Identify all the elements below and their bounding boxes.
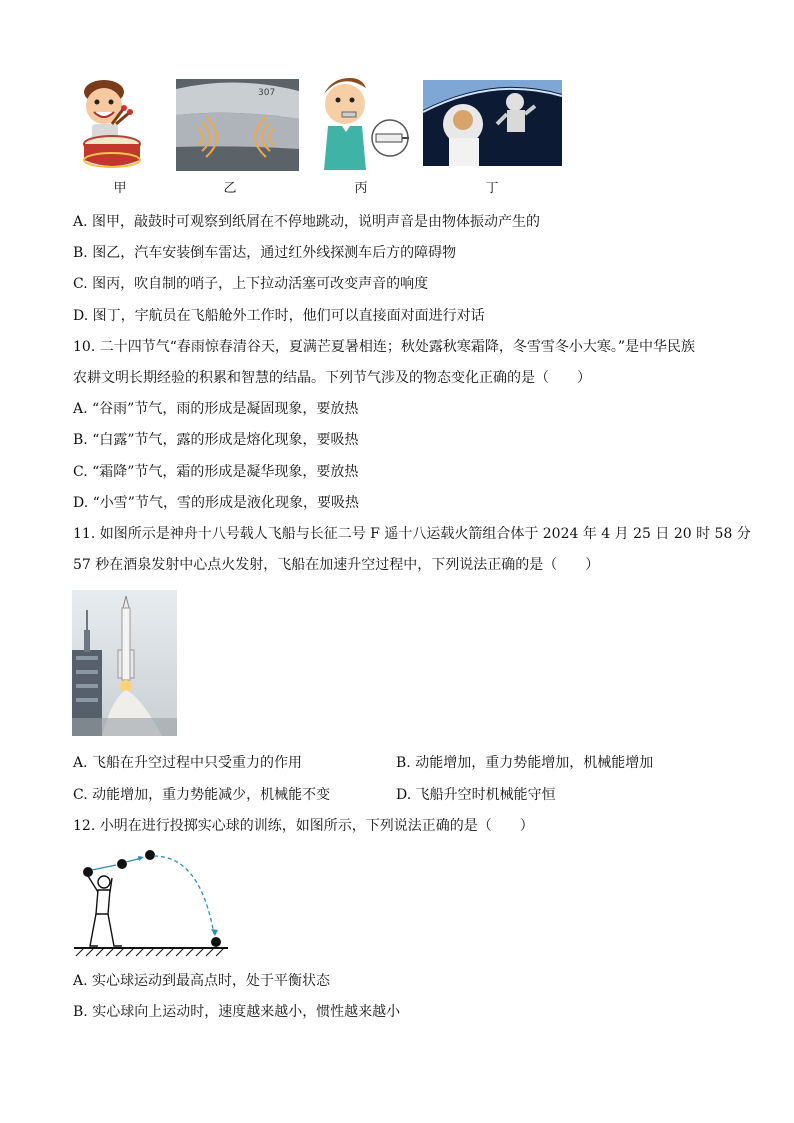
figure-jia-drum-boy — [72, 72, 152, 172]
q11-option-a: A. 飞船在升空过程中只受重力的作用 — [73, 755, 303, 771]
q9-option-c: C. 图丙，吹自制的哨子，上下拉动活塞可改变声音的响度 — [73, 276, 429, 292]
figure-ding-astronauts — [423, 80, 562, 166]
figure-bing-whistle-boy — [312, 70, 412, 170]
q11-option-b: B. 动能增加，重力势能增加，机械能增加 — [396, 755, 654, 771]
q11-stem-line2: 57 秒在酒泉发射中心点火发射，飞船在加速升空过程中，下列说法正确的是（ ） — [73, 557, 600, 573]
q10-option-d: D. “小雪”节气，雪的形成是液化现象，要吸热 — [73, 495, 359, 511]
car-badge-text: 307 — [258, 88, 276, 98]
figure-yi-car-radar — [176, 79, 299, 171]
figure-rocket-launch — [72, 590, 177, 736]
q10-option-a: A. “谷雨”节气，雨的形成是凝固现象，要放热 — [73, 401, 359, 417]
caption-yi: 乙 — [223, 181, 237, 196]
q12-option-b: B. 实心球向上运动时，速度越来越小，惯性越来越小 — [73, 1004, 401, 1020]
q10-stem-line1: 10. 二十四节气“春雨惊春清谷天，夏满芒夏暑相连；秋处露秋寒霜降，冬雪雪冬小大寒。”是中华民族 — [73, 339, 696, 355]
q11-stem-line1: 11. 如图所示是神舟十八号载人飞船与长征二号 F 遥十八运载火箭组合体于 2024 年 4 月 25 日 20 时 58 分 — [73, 526, 751, 542]
q9-option-b: B. 图乙，汽车安装倒车雷达，通过红外线探测车后方的障碍物 — [73, 245, 457, 261]
caption-ding: 丁 — [485, 181, 499, 196]
q11-option-d: D. 飞船升空时机械能守恒 — [396, 787, 556, 803]
q12-stem: 12. 小明在进行投掷实心球的训练，如图所示，下列说法正确的是（ ） — [73, 818, 534, 834]
caption-bing: 丙 — [354, 181, 368, 196]
q9-option-a: A. 图甲，敲鼓时可观察到纸屑在不停地跳动，说明声音是由物体振动产生的 — [73, 214, 541, 230]
q10-option-c: C. “霜降”节气，霜的形成是凝华现象，要放热 — [73, 464, 359, 480]
q10-stem-line2: 农耕文明长期经验的积累和智慧的结晶。下列节气涉及的物态变化正确的是（ ） — [73, 370, 591, 386]
q11-option-c: C. 动能增加，重力势能减少，机械能不变 — [73, 787, 331, 803]
q9-option-d: D. 图丁，宇航员在飞船舱外工作时，他们可以直接面对面进行对话 — [73, 308, 485, 324]
figure-shot-put-throw — [72, 846, 232, 958]
q10-option-b: B. “白露”节气，露的形成是熔化现象，要吸热 — [73, 432, 359, 448]
q12-option-a: A. 实心球运动到最高点时，处于平衡状态 — [73, 973, 331, 989]
caption-jia: 甲 — [113, 181, 127, 196]
